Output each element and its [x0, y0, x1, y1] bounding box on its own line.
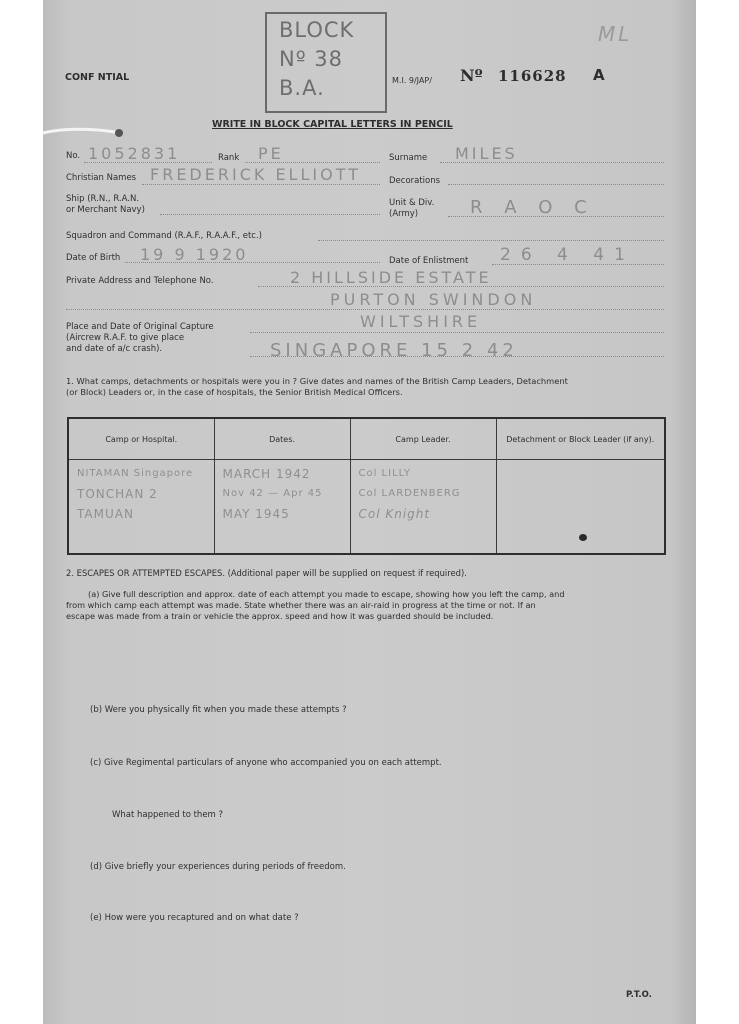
form-number: 116628 — [498, 67, 567, 85]
initials: ML — [598, 22, 633, 46]
form-suffix: A — [593, 66, 605, 84]
date-entry: Nov 42 — Apr 45 — [222, 488, 323, 499]
capture-value: SINGAPORE 15 2 42 — [270, 340, 518, 361]
question-2d: (d) Give briefly your experiences during periods of freedom. — [90, 862, 346, 872]
christian-names-value: FREDERICK ELLIOTT — [150, 165, 361, 184]
camp-entry: TONCHAN 2 — [77, 487, 158, 501]
header-detachment-leader: Detachment or Block Leader (if any). — [496, 418, 665, 460]
stamp-line-2: Nº 38 — [279, 47, 344, 71]
question-2a-line-1: (a) Give full description and approx. date of each attempt you made to escape, showing how you left the camp, and — [88, 589, 565, 599]
ship-label-2: or Merchant Navy) — [66, 205, 145, 215]
question-2b: (b) Were you physically fit when you made these attempts ? — [90, 705, 347, 715]
question-2c: (c) Give Regimental particulars of anyone who accompanied you on each attempt. — [90, 758, 442, 768]
dob-value: 19 9 1920 — [140, 245, 249, 264]
leader-cell — [350, 460, 496, 555]
pto-label: P.T.O. — [626, 990, 652, 1000]
form-code: M.I. 9/JAP/ — [392, 76, 432, 85]
question-2c-follow: What happened to them ? — [112, 810, 224, 820]
date-entry: MARCH 1942 — [222, 467, 311, 481]
capture-label-1: Place and Date of Original Capture — [66, 322, 214, 332]
camp-entry: TAMUAN — [77, 507, 134, 521]
leader-entry: Col LILLY — [358, 468, 412, 479]
date-entry: MAY 1945 — [222, 507, 290, 521]
question-2a-line-2: from which camp each attempt was made. State whether there was an air-raid in progress at the time or not. If an — [66, 600, 536, 610]
capture-label-2: (Aircrew R.A.F. to give place — [66, 333, 185, 343]
unit-label-2: (Army) — [389, 209, 419, 219]
question-2a-line-3: escape was made from a train or vehicle the approx. speed and how it was guarded should be included. — [66, 611, 494, 621]
camp-entry: NITAMAN Singapore — [77, 468, 194, 479]
leader-entry: Col Knight — [358, 507, 431, 521]
surname-label: Surname — [389, 153, 428, 163]
rank-value: PE — [258, 144, 284, 163]
header-camp-or-hospital: Camp or Hospital. — [68, 418, 214, 460]
stamp-line-1: BLOCK — [279, 18, 355, 42]
enlistment-label: Date of Enlistment — [389, 256, 469, 266]
enlistment-value: 26 4 41 — [500, 245, 635, 265]
question-1-line-2: (or Block) Leaders or, in the case of hospitals, the Senior British Medical Officers. — [66, 387, 403, 397]
ship-label-1: Ship (R.N., R.A.N. — [66, 194, 140, 204]
address-line-3: WILTSHIRE — [360, 312, 482, 331]
binding-string — [43, 126, 125, 140]
question-2e: (e) How were you recaptured and on what date ? — [90, 913, 299, 923]
detachment-cell — [496, 460, 665, 555]
capture-label-3: and date of a/c crash). — [66, 344, 163, 354]
surname-value: MILES — [455, 144, 518, 163]
ink-spot — [579, 534, 587, 541]
no-value: 1052831 — [88, 144, 181, 163]
dates-cell — [214, 460, 350, 555]
camps-table-header — [68, 418, 665, 460]
leader-entry: Col LARDENBERG — [358, 488, 461, 499]
dob-label: Date of Birth — [66, 253, 121, 263]
rank-label: Rank — [218, 153, 240, 163]
confidential-label: CONF NTIAL — [65, 72, 130, 83]
unit-value: R A O C — [470, 197, 595, 218]
stamp-line-3: B.A. — [279, 76, 325, 100]
squadron-label: Squadron and Command (R.A.F., R.A.A.F., etc.) — [66, 231, 263, 241]
header-dates: Dates. — [214, 418, 350, 460]
question-1-line-1: 1. What camps, detachments or hospitals were you in ? Give dates and names of the British Camp Leaders, Detachment — [66, 376, 568, 386]
number-prefix: Nº — [460, 66, 483, 85]
unit-label-1: Unit & Div. — [389, 198, 435, 208]
address-label: Private Address and Telephone No. — [66, 276, 214, 286]
camp-cell — [68, 460, 214, 555]
question-2-heading: 2. ESCAPES OR ATTEMPTED ESCAPES. (Additional paper will be supplied on request if required). — [66, 568, 467, 578]
instruction: WRITE IN BLOCK CAPITAL LETTERS IN PENCIL — [212, 119, 453, 130]
address-line-1: 2 HILLSIDE ESTATE — [290, 268, 492, 287]
camps-table — [67, 417, 666, 555]
address-line-2: PURTON SWINDON — [330, 290, 537, 309]
table-row — [68, 460, 665, 555]
block-stamp — [265, 12, 387, 113]
header-camp-leader: Camp Leader. — [350, 418, 496, 460]
christian-names-label: Christian Names — [66, 173, 137, 183]
no-label: No. — [66, 151, 81, 161]
decorations-label: Decorations — [389, 176, 441, 186]
